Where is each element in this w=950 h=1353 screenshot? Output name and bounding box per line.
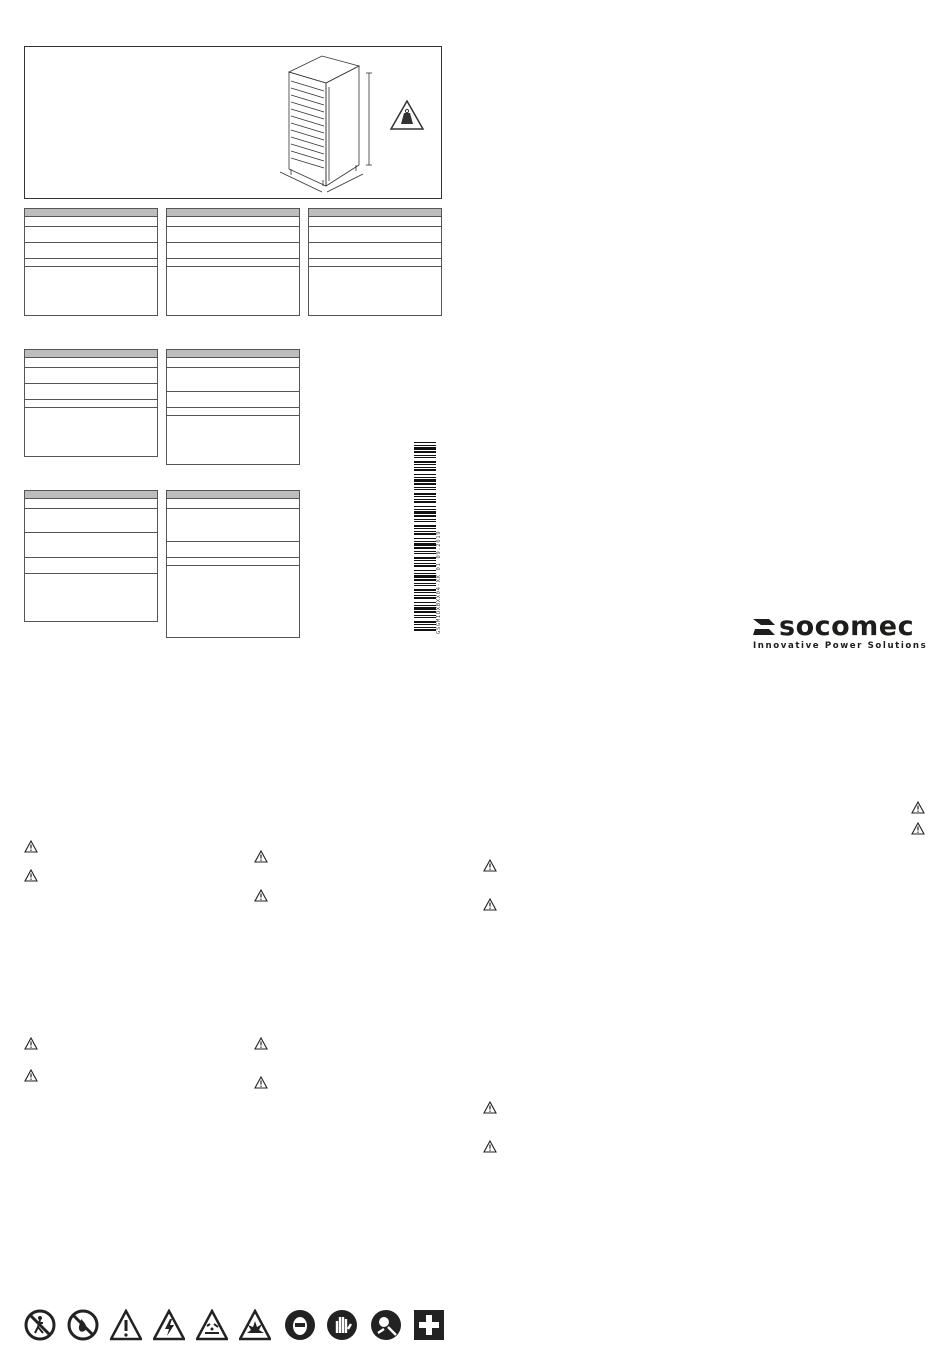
warning-triangle-icon <box>483 896 497 909</box>
face-protection-icon <box>284 1309 316 1341</box>
spec-table-6 <box>24 490 158 622</box>
spec-table-1 <box>24 208 158 316</box>
warning-triangle-icon <box>483 1099 497 1112</box>
barcode-text: GSGMIDXBXX04-XX 01 09.2019 <box>436 530 442 634</box>
brand-tagline: Innovative Power Solutions <box>753 641 928 651</box>
brand-name: socomec <box>779 611 915 642</box>
barcode <box>414 442 436 632</box>
electrical-hazard-icon <box>153 1309 185 1341</box>
no-pedestrians-icon <box>24 1309 56 1341</box>
socomec-mark-icon <box>753 617 777 637</box>
battery-cabinet-drawing <box>25 47 443 200</box>
warning-triangle-icon <box>911 820 925 833</box>
general-warning-icon <box>110 1309 142 1341</box>
heavy-weight-icon <box>389 99 425 131</box>
spec-table-7 <box>166 490 300 638</box>
explosion-hazard-icon <box>239 1309 271 1341</box>
warning-triangle-icon <box>254 1074 268 1087</box>
eye-wash-icon <box>370 1309 402 1341</box>
warning-triangle-icon <box>24 1067 38 1080</box>
warning-triangle-icon <box>254 887 268 900</box>
no-fire-icon <box>67 1309 99 1341</box>
warning-triangle-icon <box>24 1035 38 1048</box>
spec-table-2 <box>166 208 300 316</box>
warning-triangle-icon <box>24 838 38 851</box>
warning-triangle-icon <box>483 857 497 870</box>
spec-table-5 <box>166 349 300 465</box>
warning-triangle-icon <box>911 799 925 812</box>
warning-triangle-icon <box>254 1035 268 1048</box>
socomec-logo <box>753 613 927 651</box>
spec-table-3 <box>308 208 442 316</box>
cabinet-illustration-frame <box>24 46 442 199</box>
spec-table-4 <box>24 349 158 457</box>
warning-triangle-icon <box>254 848 268 861</box>
corrosive-hazard-icon <box>196 1309 228 1341</box>
warning-triangle-icon <box>24 867 38 880</box>
protective-gloves-icon <box>326 1309 358 1341</box>
first-aid-icon <box>413 1309 445 1341</box>
warning-triangle-icon <box>483 1138 497 1151</box>
